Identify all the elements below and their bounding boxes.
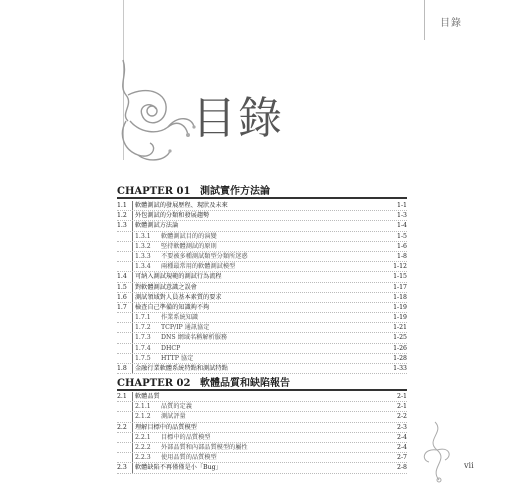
toc-entry <box>117 463 407 473</box>
toc-entry <box>117 303 407 313</box>
toc-entry <box>117 283 407 293</box>
page-header <box>0 0 520 40</box>
corner-ornament-icon <box>415 420 455 485</box>
toc-divider <box>132 412 133 421</box>
toc-divider <box>132 272 133 281</box>
toc-divider <box>132 221 133 230</box>
toc-entry-number: 2.1.1 <box>135 403 151 411</box>
toc-entry-number: 1.4 <box>117 273 127 281</box>
toc-entry-number: 1.7.2 <box>135 324 151 332</box>
toc-entry <box>117 344 407 354</box>
page-number: vii <box>464 461 474 470</box>
toc-divider <box>132 201 133 210</box>
toc-entry <box>117 412 407 422</box>
toc-entry-title: 檢查自己準備的知識夠不夠 <box>135 303 210 311</box>
toc-entry-page: 2-2 <box>397 413 407 421</box>
toc-entry-number: 2.2.3 <box>135 454 151 462</box>
chapter-code: CHAPTER 01 <box>117 186 191 197</box>
toc-entry-number: 1.2 <box>117 212 127 220</box>
toc-divider <box>132 313 133 322</box>
toc-divider <box>132 283 133 292</box>
toc-entry-page: 1-25 <box>393 334 407 342</box>
toc-entry-title: 可納入測試規範的測試行為流程 <box>135 273 222 281</box>
toc-entry-page: 2-1 <box>397 393 407 400</box>
toc-entry <box>117 293 407 303</box>
toc-entry-number: 1.3 <box>117 222 127 230</box>
toc-entry-number: 1.7.4 <box>135 344 151 352</box>
toc-entry-number: 1.3.1 <box>135 232 151 240</box>
toc-entry <box>117 201 407 211</box>
toc-divider <box>132 392 133 401</box>
toc-entry <box>117 262 407 272</box>
toc-entry-page: 1-19 <box>393 303 407 311</box>
toc-entry-number: 2.1 <box>117 393 127 400</box>
toc-divider <box>132 402 133 411</box>
toc-entry-page: 2-3 <box>397 423 407 431</box>
chapter-rule <box>117 197 407 199</box>
toc-entry <box>117 211 407 221</box>
toc-divider <box>132 211 133 220</box>
toc-entry-number: 2.2 <box>117 423 127 431</box>
toc-entry-title: 軟體測試的發展歷程、現狀及未來 <box>135 202 228 209</box>
toc-entry-page: 1-5 <box>397 232 407 240</box>
toc-entry <box>117 453 407 463</box>
toc-divider <box>132 293 133 302</box>
toc-divider <box>132 453 133 462</box>
chapter-code: CHAPTER 02 <box>117 378 191 389</box>
toc-entry-title: TCP/IP 通訊協定 <box>161 324 210 332</box>
toc-entry-page: 1-4 <box>397 222 407 230</box>
toc-entry-title: 測試領域對人員基本素質的要求 <box>135 293 222 301</box>
toc-divider <box>132 303 133 312</box>
toc-entry <box>117 221 407 231</box>
toc-entry-page: 2-1 <box>397 403 407 411</box>
page-title: 目錄 <box>192 93 284 144</box>
toc-entry-page: 2-8 <box>397 464 407 472</box>
toc-entry-number: 1.7 <box>117 303 127 311</box>
toc-entry-title: 兩種最常用的軟體測試模型 <box>161 263 236 271</box>
toc-entry <box>117 313 407 323</box>
toc-entry-page: 1-15 <box>393 273 407 281</box>
toc-divider <box>132 252 133 261</box>
toc-entry-page: 1-8 <box>397 252 407 260</box>
toc-entry-title: 目標中的品質模型 <box>161 433 211 441</box>
toc-divider <box>132 354 133 363</box>
toc-entry-number: 2.1.2 <box>135 413 151 421</box>
toc-entry-page: 1-18 <box>393 293 407 301</box>
toc-entry <box>117 354 407 364</box>
toc-entry-page: 1-12 <box>393 263 407 271</box>
toc-entry-title: 品質的定義 <box>161 403 192 411</box>
toc-entry-number: 1.3.4 <box>135 263 151 271</box>
toc-divider <box>132 423 133 432</box>
toc-list <box>117 201 407 374</box>
chapter-heading <box>117 182 270 197</box>
header-divider <box>424 0 425 40</box>
chapter-rule <box>117 389 407 391</box>
toc-entry-number: 2.2.1 <box>135 433 151 441</box>
toc-entry <box>117 252 407 262</box>
toc-entry-page: 2-4 <box>397 443 407 451</box>
toc-divider <box>132 344 133 353</box>
toc-entry-page: 1-6 <box>397 242 407 250</box>
toc-entry-number: 1.5 <box>117 283 127 291</box>
toc-entry <box>117 392 407 402</box>
toc-entry-title: 作業系統知識 <box>161 314 199 322</box>
toc-entry-page: 1-17 <box>393 283 407 291</box>
toc-entry-title: 金融行業軟體系統特點和測試特點 <box>135 365 228 372</box>
toc-entry-title: 外部品質和內部品質模型的屬性 <box>161 443 248 451</box>
toc-list <box>117 392 407 474</box>
toc-entry-title: 理解目標中的品質模型 <box>135 423 197 431</box>
toc-entry-title: 軟體缺陷不再僅僅是小「Bug」 <box>135 464 222 472</box>
toc-divider <box>132 323 133 332</box>
chapter-title: 測試實作方法論 <box>199 186 270 197</box>
toc-entry-page: 1-26 <box>393 344 407 352</box>
toc-entry <box>117 364 407 374</box>
toc-entry-page: 1-28 <box>393 354 407 362</box>
toc-divider <box>132 433 133 442</box>
toc-entry-title: 堅持軟體測試的原則 <box>161 242 217 250</box>
toc-entry <box>117 443 407 453</box>
toc-entry <box>117 333 407 343</box>
toc-entry-title: DNS 網域名稱解析服務 <box>161 334 228 342</box>
toc-entry <box>117 232 407 242</box>
toc-entry-page: 1-33 <box>393 365 407 372</box>
toc-entry-number: 1.3.3 <box>135 252 151 260</box>
toc-entry-page: 1-21 <box>393 324 407 332</box>
toc-entry-number: 2.2.2 <box>135 443 151 451</box>
toc-divider <box>132 232 133 241</box>
toc-entry-title: 不要被多種測試類型分類所迷惑 <box>161 252 248 260</box>
toc-entry-number: 1.7.5 <box>135 354 151 362</box>
toc-divider <box>132 242 133 251</box>
toc-entry <box>117 433 407 443</box>
toc-entry-title: 軟體測試目的的演變 <box>161 232 217 240</box>
toc-entry <box>117 272 407 282</box>
toc-entry-page: 1-19 <box>393 314 407 322</box>
toc-divider <box>132 262 133 271</box>
toc-entry-title: 對軟體測試意識之誤會 <box>135 283 197 291</box>
toc-entry-title: 軟體品質 <box>135 393 160 400</box>
toc-entry-title: 使用品質的品質模型 <box>161 454 217 462</box>
toc-entry-page: 1-3 <box>397 212 407 220</box>
toc-entry-page: 1-1 <box>397 202 407 209</box>
toc-divider <box>132 443 133 452</box>
header-label: 目錄 <box>440 18 462 29</box>
toc-entry-number: 1.7.1 <box>135 314 151 322</box>
floral-ornament-icon <box>108 55 198 165</box>
toc-entry-number: 1.3.2 <box>135 242 151 250</box>
toc-entry-title: 測試評量 <box>161 413 186 421</box>
toc-entry-page: 2-7 <box>397 454 407 462</box>
toc-divider <box>132 333 133 342</box>
toc-entry <box>117 242 407 252</box>
toc-entry-title: 外包測試的分類和發展趨勢 <box>135 212 210 220</box>
toc-entry-page: 2-4 <box>397 433 407 441</box>
toc-entry-number: 2.3 <box>117 464 127 472</box>
toc-entry-number: 1.6 <box>117 293 127 301</box>
chapter-title: 軟體品質和缺陷報告 <box>199 378 290 389</box>
toc-divider <box>132 364 133 373</box>
toc-entry-title: HTTP 協定 <box>161 354 194 362</box>
toc-entry-number: 1.7.3 <box>135 334 151 342</box>
toc-entry-number: 1.8 <box>117 365 127 372</box>
toc-entry <box>117 423 407 433</box>
toc-entry-number: 1.1 <box>117 202 127 209</box>
toc-entry <box>117 402 407 412</box>
chapter-heading <box>117 374 290 389</box>
toc-entry-title: DHCP <box>161 344 181 352</box>
toc-divider <box>132 463 133 472</box>
toc-entry-title: 軟體測試方法論 <box>135 222 179 230</box>
toc-entry <box>117 323 407 333</box>
